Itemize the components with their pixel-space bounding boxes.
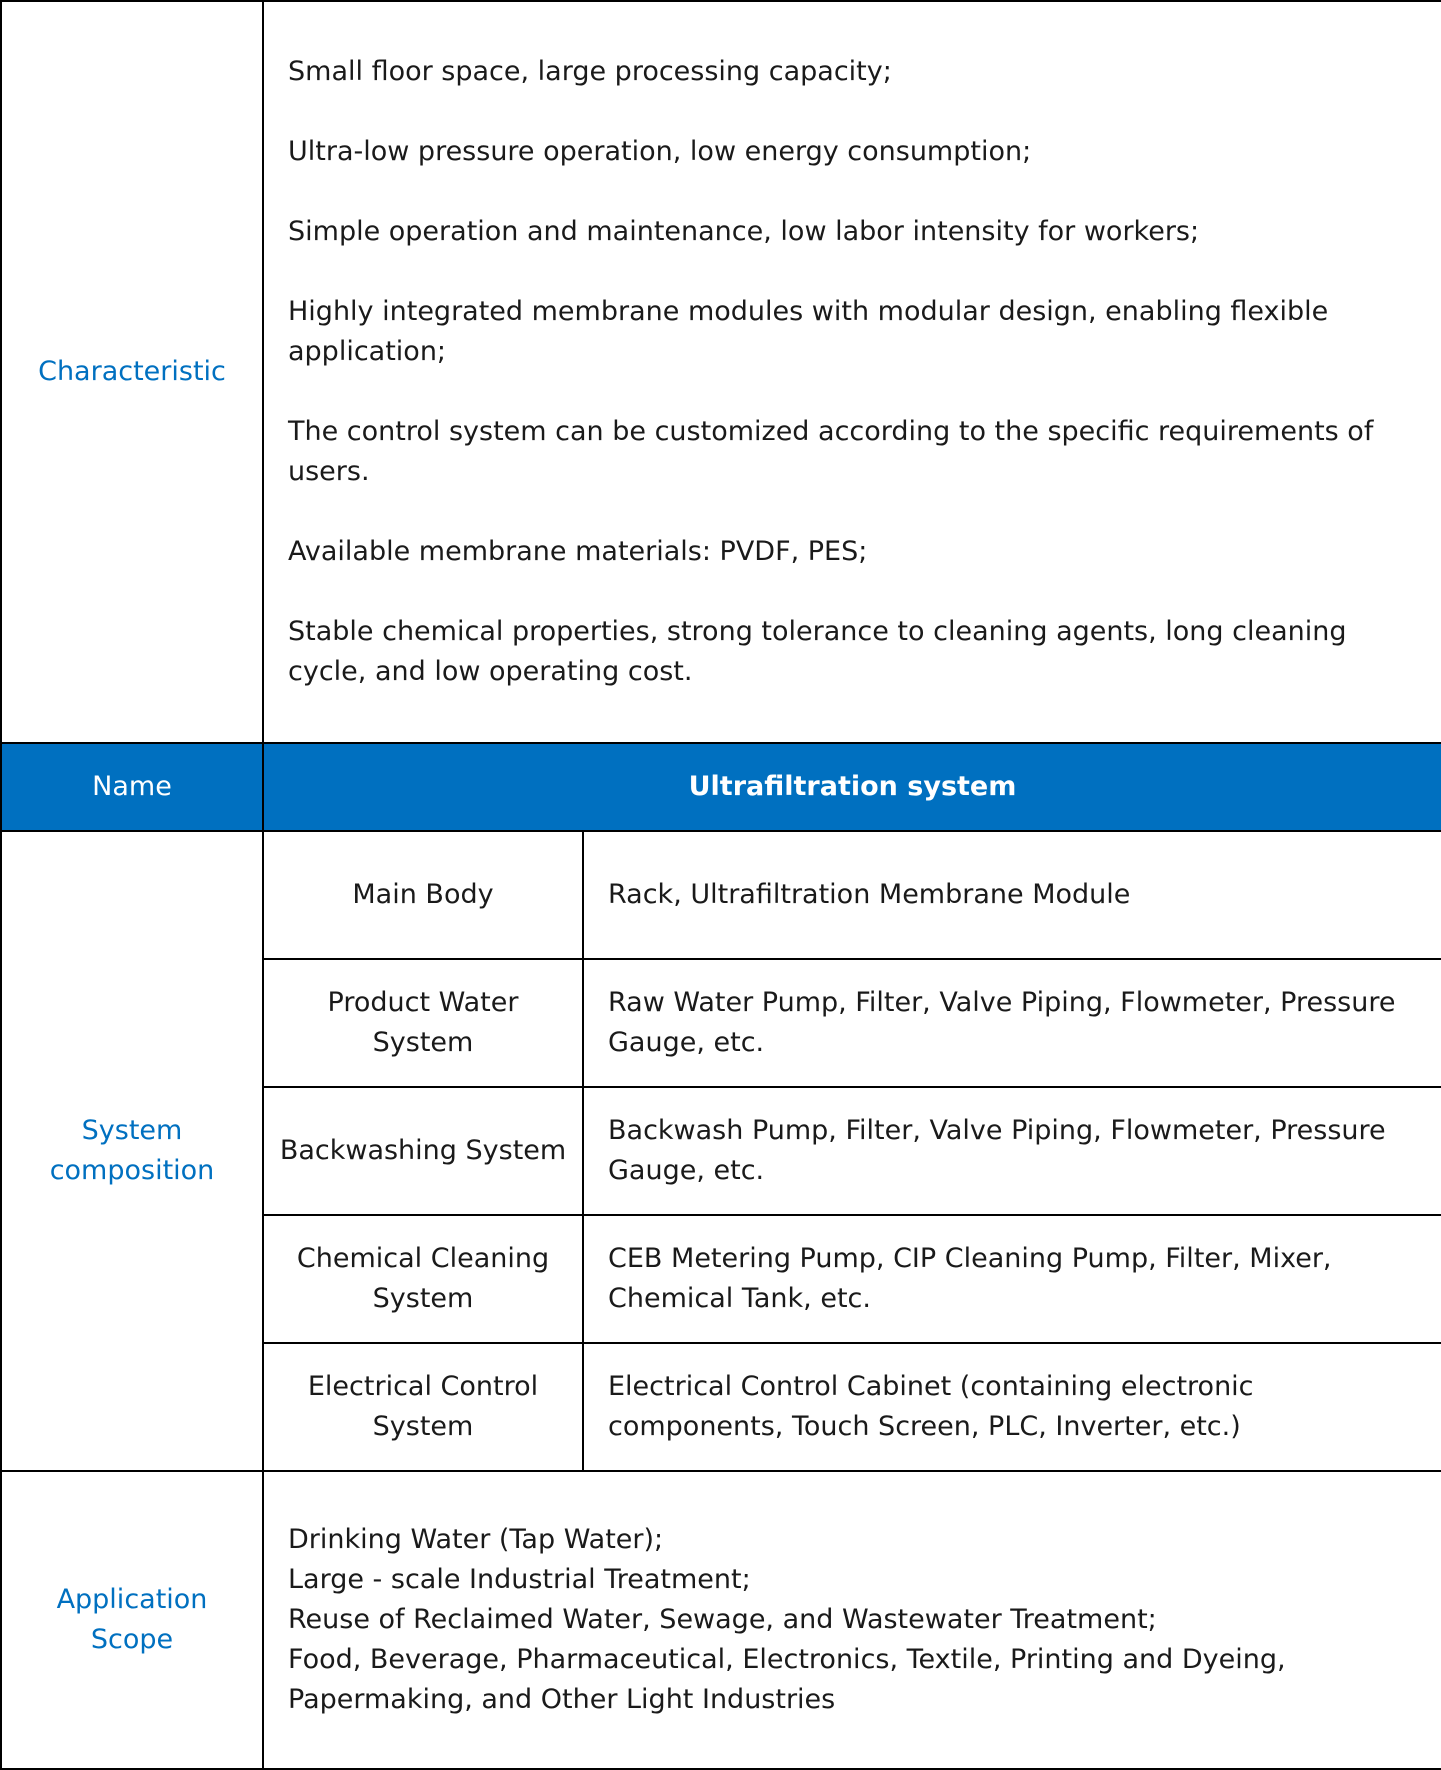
composition-part: Electrical Control System	[263, 1343, 583, 1471]
characteristic-label: Characteristic	[38, 356, 226, 387]
application-label-cell	[1, 1471, 263, 1769]
composition-contents: Raw Water Pump, Filter, Valve Piping, Flowmeter, Pressure Gauge, etc.	[583, 959, 1441, 1087]
application-item: Large - scale Industrial Treatment;	[288, 1564, 751, 1595]
system-name-heading: Ultrafiltration system	[263, 743, 1441, 831]
composition-contents: Rack, Ultrafiltration Membrane Module	[583, 831, 1441, 959]
composition-part: Chemical Cleaning System	[263, 1215, 583, 1343]
composition-contents: Electrical Control Cabinet (containing electronic components, Touch Screen, PLC, Inverter, etc.)	[583, 1343, 1441, 1471]
characteristic-item: Ultra-low pressure operation, low energy consumption;	[288, 136, 1032, 167]
characteristic-item: Available membrane materials: PVDF, PES;	[288, 536, 868, 567]
characteristic-item: Simple operation and maintenance, low labor intensity for workers;	[288, 216, 1200, 247]
composition-label-cell	[1, 831, 263, 1471]
composition-part: Main Body	[263, 831, 583, 959]
characteristic-label-cell	[1, 1, 263, 743]
name-header-row	[1, 743, 1441, 831]
characteristic-item: Small floor space, large processing capacity;	[288, 56, 892, 87]
characteristic-item: Stable chemical properties, strong tolerance to cleaning agents, long cleaning cycle, and low operating cost.	[288, 616, 1347, 687]
composition-contents: Backwash Pump, Filter, Valve Piping, Flowmeter, Pressure Gauge, etc.	[583, 1087, 1441, 1215]
composition-label: System composition	[49, 1115, 215, 1186]
application-list	[263, 1471, 1441, 1769]
characteristic-row	[1, 1, 1441, 743]
characteristic-item: The control system can be customized according to the specific requirements of users.	[288, 416, 1374, 487]
application-row	[1, 1471, 1441, 1769]
name-header-label: Name	[1, 743, 263, 831]
application-label: Application Scope	[56, 1584, 208, 1655]
composition-row	[1, 831, 1441, 959]
characteristic-item: Highly integrated membrane modules with modular design, enabling flexible application;	[288, 296, 1329, 367]
composition-part: Backwashing System	[263, 1087, 583, 1215]
composition-contents: CEB Metering Pump, CIP Cleaning Pump, Filter, Mixer, Chemical Tank, etc.	[583, 1215, 1441, 1343]
application-item: Reuse of Reclaimed Water, Sewage, and Wastewater Treatment;	[288, 1604, 1157, 1635]
application-item: Food, Beverage, Pharmaceutical, Electronics, Textile, Printing and Dyeing, Papermaking, and Other Light Industries	[288, 1644, 1286, 1715]
composition-part: Product Water System	[263, 959, 583, 1087]
application-item: Drinking Water (Tap Water);	[288, 1524, 664, 1555]
characteristic-list	[263, 1, 1441, 743]
